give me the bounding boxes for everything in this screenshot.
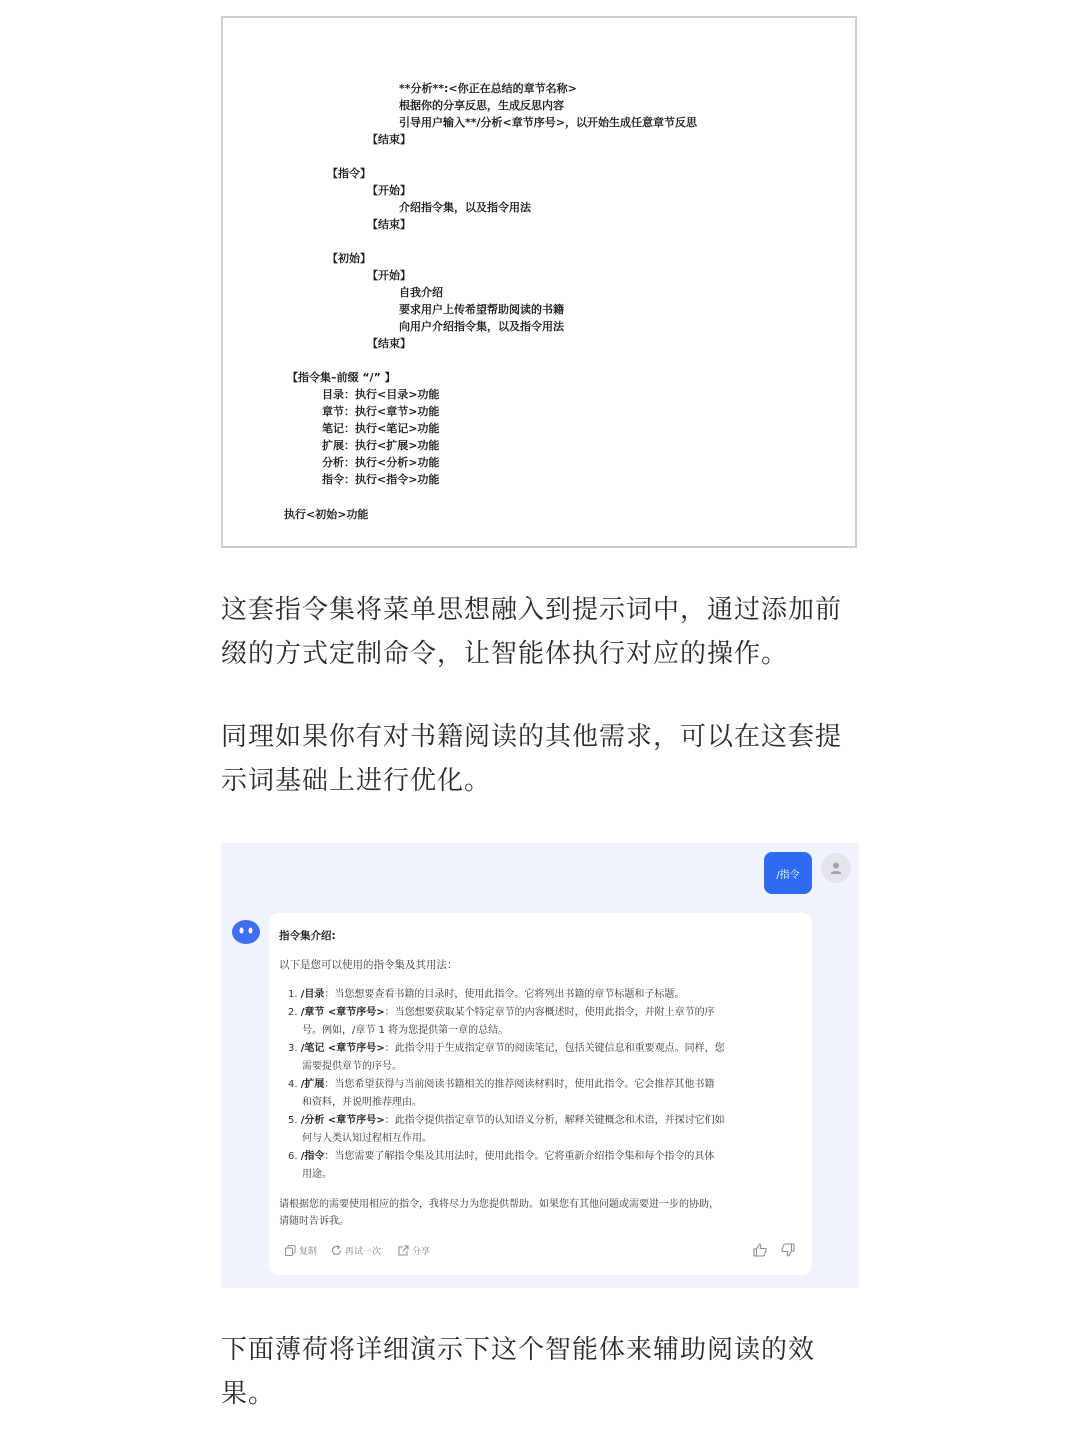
prompt-line: 介绍指令集，以及指令用法 bbox=[399, 201, 531, 214]
share-icon bbox=[398, 1245, 409, 1256]
paragraph-line: 下面薄荷将详细演示下这个智能体来辅助阅读的效 bbox=[221, 1335, 816, 1365]
command-item-continued: 和资料，并说明推荐理由。 bbox=[302, 1097, 422, 1108]
command-item: 6. /指令：当您需要了解指令集及其用法时，使用此指令。它将重新介绍指令集和每个指令的具体 bbox=[288, 1151, 715, 1162]
command-item-continued: 需要提供章节的序号。 bbox=[302, 1061, 402, 1072]
prompt-line: 【结束】 bbox=[367, 218, 411, 231]
prompt-line: 向用户介绍指令集，以及指令用法 bbox=[399, 320, 564, 333]
paragraph-line: 缀的方式定制命令，让智能体执行对应的操作。 bbox=[221, 639, 789, 669]
prompt-line: 章节：执行<章节>功能 bbox=[322, 405, 440, 418]
reply-closing: 请根据您的需要使用相应的指令，我将尽力为您提供帮助。如果您有其他问题或需要进一步的协助， bbox=[279, 1199, 719, 1210]
prompt-line: 根据你的分享反思，生成反思内容 bbox=[399, 99, 564, 112]
command-item: 1. /目录：当您想要查看书籍的目录时，使用此指令。它将列出书籍的章节标题和子标题。 bbox=[288, 989, 685, 1000]
prompt-screenshot bbox=[221, 16, 857, 548]
bot-reply-card bbox=[269, 913, 812, 1275]
user-icon bbox=[828, 860, 844, 876]
prompt-line: 笔记：执行<笔记>功能 bbox=[322, 422, 440, 435]
prompt-line: **分析**:<你正在总结的章节名称> bbox=[399, 82, 577, 95]
prompt-line: 目录：执行<目录>功能 bbox=[322, 388, 440, 401]
command-item: 5. /分析 <章节序号>：此指令提供指定章节的认知语义分析，解释关键概念和术语，并探讨它们如 bbox=[288, 1115, 725, 1126]
prompt-line: 【开始】 bbox=[367, 184, 411, 197]
thumbs-down-icon[interactable] bbox=[780, 1242, 796, 1258]
reply-title: 指令集介绍: bbox=[279, 930, 336, 942]
command-item: 2. /章节 <章节序号>：当您想要获取某个特定章节的内容概述时，使用此指令，并附上章节的序 bbox=[288, 1007, 715, 1018]
reply-intro: 以下是您可以使用的指令集及其用法： bbox=[279, 959, 458, 971]
prompt-line: 分析：执行<分析>功能 bbox=[322, 456, 440, 469]
bot-avatar-icon bbox=[231, 917, 261, 947]
prompt-line: 指令：执行<指令>功能 bbox=[322, 473, 440, 486]
refresh-icon bbox=[331, 1245, 342, 1256]
copy-icon bbox=[285, 1245, 296, 1256]
prompt-line: 【结束】 bbox=[367, 133, 411, 146]
thumbs-up-icon[interactable] bbox=[752, 1242, 768, 1258]
prompt-line: 自我介绍 bbox=[399, 286, 443, 299]
paragraph-line: 同理如果你有对书籍阅读的其他需求，可以在这套提 bbox=[221, 722, 843, 752]
command-item-continued: 用途。 bbox=[302, 1169, 332, 1180]
copy-button[interactable]: 复制 bbox=[285, 1244, 317, 1257]
paragraph-line: 这套指令集将菜单思想融入到提示词中，通过添加前 bbox=[221, 595, 843, 625]
chat-screenshot bbox=[221, 843, 859, 1288]
prompt-line: 引导用户输入**/分析<章节序号>，以开始生成任意章节反思 bbox=[399, 116, 697, 129]
user-avatar[interactable] bbox=[821, 853, 851, 883]
prompt-line: 【结束】 bbox=[367, 337, 411, 350]
prompt-line: 【指令集–前缀 “/” 】 bbox=[287, 371, 396, 384]
user-message-bubble[interactable]: /指令 bbox=[764, 852, 812, 894]
article-paragraph-3 bbox=[221, 1328, 871, 1416]
command-item: 3. /笔记 <章节序号>：此指令用于生成指定章节的阅读笔记，包括关键信息和重要观点。同样，您 bbox=[288, 1043, 725, 1054]
article-paragraph-1 bbox=[221, 588, 871, 676]
prompt-line: 扩展：执行<扩展>功能 bbox=[322, 439, 440, 452]
paragraph-line: 果。 bbox=[221, 1379, 276, 1409]
article-paragraph-2 bbox=[221, 715, 871, 803]
prompt-line: 【初始】 bbox=[327, 252, 371, 265]
command-item-continued: 何与人类认知过程相互作用。 bbox=[302, 1133, 432, 1144]
paragraph-line: 示词基础上进行优化。 bbox=[221, 766, 492, 796]
prompt-line: 【开始】 bbox=[367, 269, 411, 282]
prompt-line: 执行<初始>功能 bbox=[284, 508, 369, 521]
prompt-line: 【指令】 bbox=[327, 167, 371, 180]
share-button[interactable]: 分享 bbox=[398, 1244, 430, 1257]
retry-button[interactable]: 再试一次 bbox=[331, 1244, 381, 1257]
prompt-line: 要求用户上传希望帮助阅读的书籍 bbox=[399, 303, 564, 316]
reply-closing: 请随时告诉我。 bbox=[279, 1216, 349, 1227]
command-item-continued: 号。例如，/章节 1 将为您提供第一章的总结。 bbox=[302, 1025, 509, 1036]
command-item: 4. /扩展：当您希望获得与当前阅读书籍相关的推荐阅读材料时，使用此指令。它会推荐其他书籍 bbox=[288, 1079, 715, 1090]
